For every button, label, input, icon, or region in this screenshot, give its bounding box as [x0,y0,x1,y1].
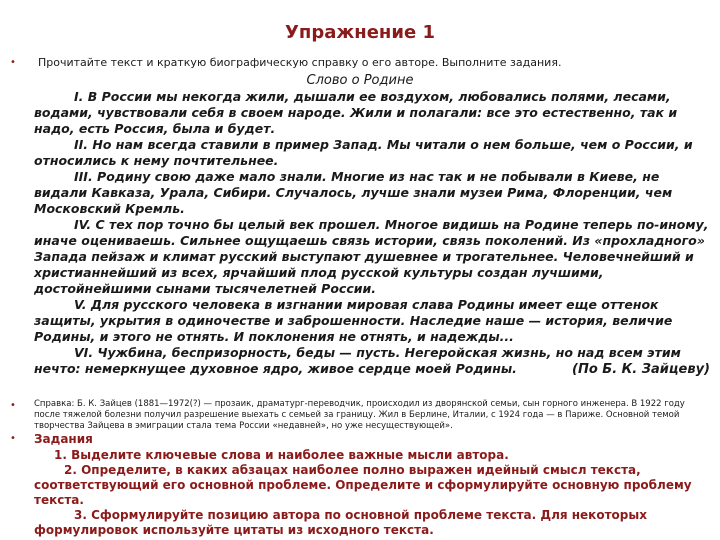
intro-instruction: Прочитайте текст и краткую биографическую справку о его авторе. Выполните задания. [38,56,562,69]
task-item: 2. Определите, в каких абзацах наиболее полно выражен идейный смысл текста, соответствующий его основной проблеме. Определите и сформулируйте основную проблему текста. [34,463,692,507]
text-title: Слово о Родине [306,73,414,88]
biography-reference: Справка: Б. К. Зайцев (1881—1972(?) — прозаик, драматург-переводчик, происходил из дворянской семьи, сын горного инженера. В 1922 году после тяжелой болезни получил разрешение выехать с семьей за границу. Жил в Берлине, Италии, с 1924 года — в Париже. Основной темой творчества Зайцева в эмиграции стала тема России «недавней», но уже несуществующей». [34,399,685,431]
bullet: • [10,433,16,444]
main-text [34,89,710,377]
bullet: • [10,400,16,411]
tasks-heading: Задания [34,432,93,446]
paragraph: IV. С тех пор точно бы целый век прошел. Многое видишь на Родине теперь по-иному, иначе оцениваешь. Сильнее ощущаешь связь истории, связь поколений. Из «прохладного» Запада пейзаж и климат русский выступают душевнее и трогательнее. Человечнейший и христианнейший из всех, ярчайший плод русской культуры создан лучшими, достойнейшими сынами тысячелетней России. [34,217,709,296]
paragraph: V. Для русского человека в изгнании мировая слава Родины имеет еще оттенок защиты, укрытия в одиночестве и заброшенности. Наследие наше — история, величие Родины, и этого не отнять. И поклонения не отнять, и надежды... [34,297,673,344]
paragraph: III. Родину свою даже мало знали. Многие из нас так и не побывали в Киеве, не видали Кавказа, Урала, Сибири. Случалось, лучше знали музеи Рима, Флоренции, чем Московский Кремль. [34,169,673,216]
task-item: 3. Сформулируйте позицию автора по основной проблеме текста. Для некоторых формулировок используйте цитаты из исходного текста. [34,508,647,537]
page-title: Упражнение 1 [285,22,435,43]
paragraph: VI. Чужбина, беспризорность, беды — пусть. Негеройская жизнь, но над всем этим нечто: немеркнущее духовное ядро, живое сердце моей Родины. [34,345,681,376]
task-item: 1. Выделите ключевые слова и наиболее важные мысли автора. [54,448,509,462]
bullet: • [10,57,16,68]
paragraph: II. Но нам всегда ставили в пример Запад. Мы читали о нем больше, чем о России, и относились к нему почтительнее. [34,137,693,168]
tasks-list [34,448,710,538]
paragraph: I. В России мы некогда жили, дышали ее воздухом, любовались полями, лесами, водами, чувствовали себя в своем народе. Жили и полагали: все это естественно, так и надо, есть Россия, была и будет. [34,89,678,136]
author-attribution: (По Б. К. Зайцеву) [572,362,710,377]
